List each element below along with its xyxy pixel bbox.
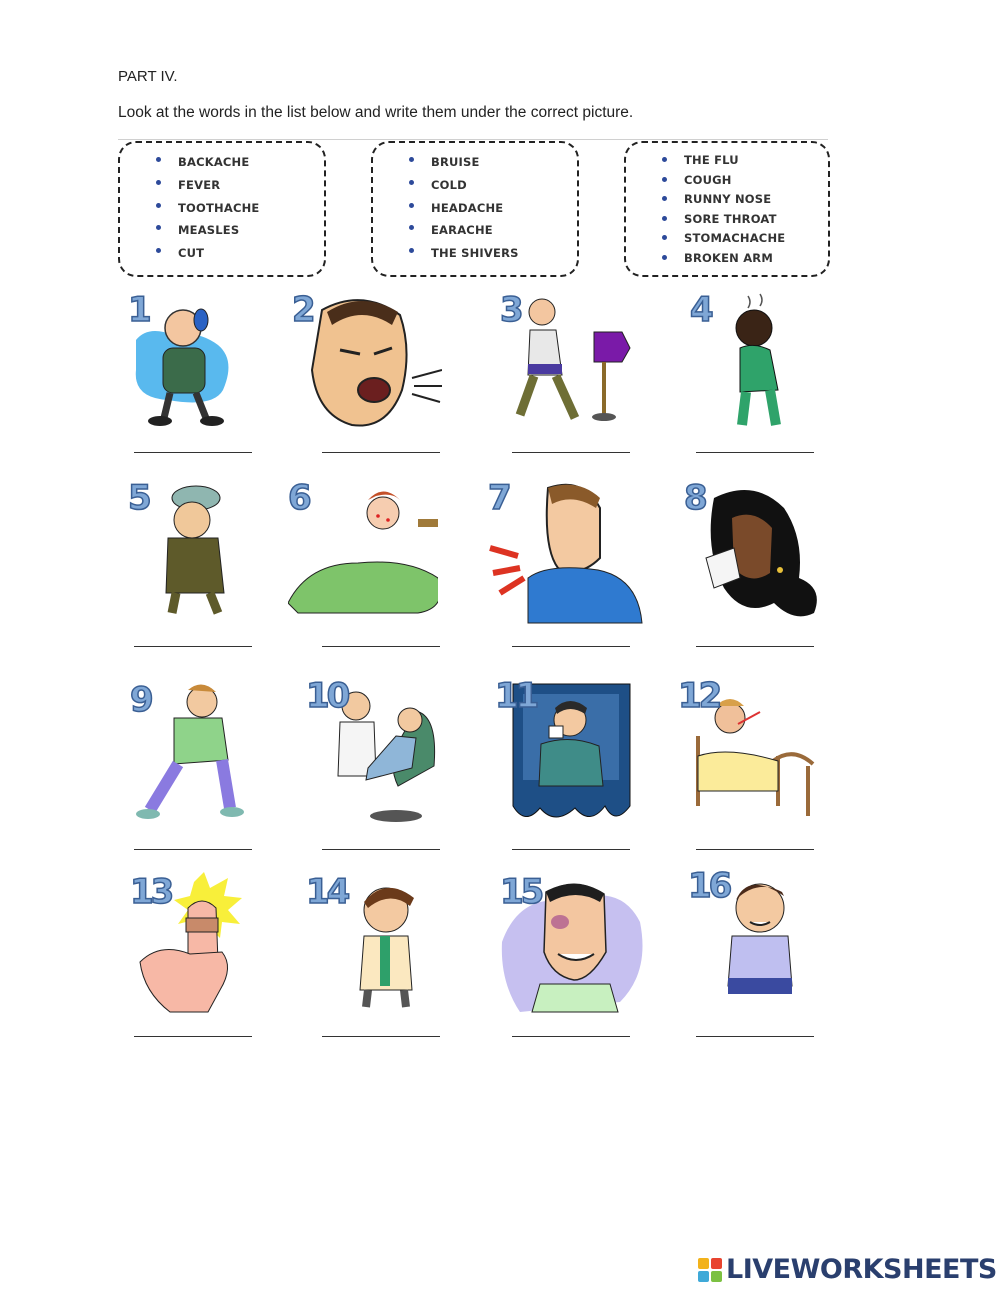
man-with-broken-arm-sling-icon (500, 290, 650, 440)
answer-blank-2[interactable] (322, 452, 440, 453)
word-item: EARACHE (407, 219, 577, 242)
boy-with-measles-in-bed-icon (288, 478, 438, 628)
picture-number: 11 (495, 676, 537, 716)
picture-number: 14 (306, 872, 348, 912)
answer-blank-12[interactable] (696, 849, 814, 850)
word-item: FEVER (154, 174, 324, 197)
picture-14 (306, 872, 456, 1022)
word-item: THE SHIVERS (407, 242, 577, 265)
answer-blank-10[interactable] (322, 849, 440, 850)
picture-number: 1 (128, 290, 149, 330)
answer-blank-3[interactable] (512, 452, 630, 453)
picture-1 (128, 290, 278, 440)
word-item: COLD (407, 174, 577, 197)
picture-number: 5 (128, 478, 149, 518)
logo-squares-icon (698, 1258, 722, 1282)
word-item: HEADACHE (407, 197, 577, 220)
part-title: PART IV. (118, 68, 178, 85)
word-item: RUNNY NOSE (660, 190, 828, 210)
picture-11 (495, 676, 645, 826)
word-list-box-2 (371, 141, 579, 277)
man-with-backache-icon (130, 680, 280, 830)
word-item: MEASLES (154, 219, 324, 242)
answer-blank-6[interactable] (322, 646, 440, 647)
answer-blank-9[interactable] (134, 849, 252, 850)
picture-16 (688, 866, 838, 1016)
word-item: STOMACHACHE (660, 229, 828, 249)
word-item: BACKACHE (154, 151, 324, 174)
picture-9 (130, 680, 280, 830)
brand-name: LIVEWORKSHEETS (726, 1254, 997, 1285)
shivering-man-with-earmuffs-icon (128, 290, 278, 440)
answer-blank-16[interactable] (696, 1036, 814, 1037)
answer-blank-11[interactable] (512, 849, 630, 850)
word-item: CUT (154, 242, 324, 265)
answer-blank-5[interactable] (134, 646, 252, 647)
picture-3 (500, 290, 650, 440)
picture-number: 10 (306, 676, 348, 716)
picture-number: 6 (288, 478, 309, 518)
picture-10 (306, 676, 456, 826)
word-item: BROKEN ARM (660, 249, 828, 269)
picture-6 (288, 478, 438, 628)
picture-13 (130, 872, 280, 1022)
answer-blank-1[interactable] (134, 452, 252, 453)
answer-blank-4[interactable] (696, 452, 814, 453)
man-with-earache-icon (488, 478, 648, 628)
picture-number: 16 (688, 866, 730, 906)
word-item: SORE THROAT (660, 210, 828, 230)
answer-blank-13[interactable] (134, 1036, 252, 1037)
picture-4 (690, 290, 840, 440)
picture-12 (678, 676, 828, 826)
boy-with-stomachache-icon (690, 290, 840, 440)
picture-number: 8 (684, 478, 705, 518)
picture-8 (684, 478, 834, 628)
picture-number: 12 (678, 676, 720, 716)
word-list-box-1 (118, 141, 326, 277)
picture-5 (128, 478, 278, 628)
word-item: COUGH (660, 171, 828, 191)
picture-number: 3 (500, 290, 521, 330)
instructions: Look at the words in the list below and write them under the correct picture. (118, 104, 634, 121)
picture-15 (500, 872, 650, 1022)
answer-blank-14[interactable] (322, 1036, 440, 1037)
answer-blank-15[interactable] (512, 1036, 630, 1037)
coughing-man-icon (292, 290, 442, 440)
divider (118, 139, 828, 140)
word-item: TOOTHACHE (154, 197, 324, 220)
word-list-box-3 (624, 141, 830, 277)
woman-blowing-nose-icon (684, 478, 834, 628)
picture-number: 2 (292, 290, 313, 330)
picture-7 (488, 478, 638, 628)
picture-number: 13 (130, 872, 172, 912)
man-with-ice-pack-headache-icon (128, 478, 278, 628)
picture-number: 4 (690, 290, 711, 330)
picture-2 (292, 290, 442, 440)
picture-number: 9 (130, 680, 151, 720)
word-item: BRUISE (407, 151, 577, 174)
answer-blank-7[interactable] (512, 646, 630, 647)
picture-number: 7 (488, 478, 509, 518)
picture-number: 15 (500, 872, 542, 912)
brand-logo (698, 1254, 997, 1285)
word-item: THE FLU (660, 151, 828, 171)
answer-blank-8[interactable] (696, 646, 814, 647)
